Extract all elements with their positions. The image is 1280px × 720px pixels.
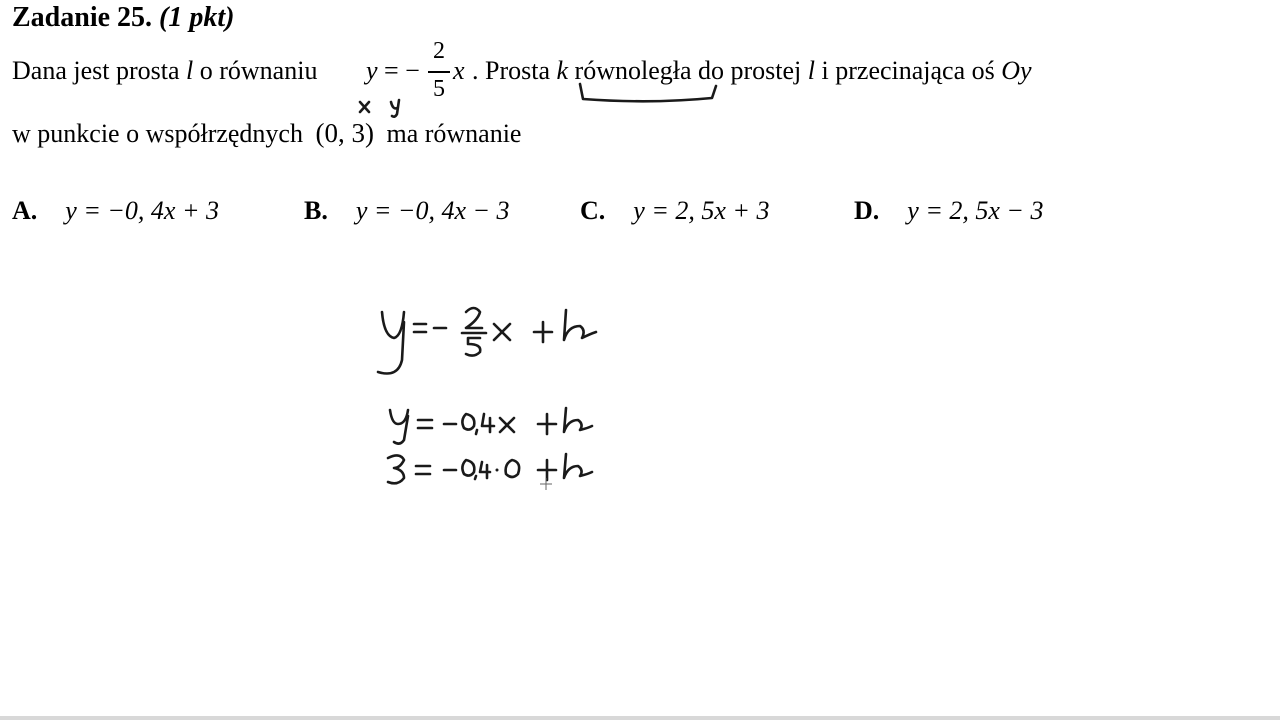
answer-equation: y = 2, 5x + 3 <box>633 196 770 225</box>
task-points: (1 pkt) <box>159 2 235 33</box>
fraction-denominator: 5 <box>433 76 445 102</box>
answer-label: A. <box>12 196 38 225</box>
statement-text: o równaniu <box>199 56 318 85</box>
annotation-y <box>391 100 399 117</box>
hand-line-1 <box>378 308 596 374</box>
fraction-numerator: 2 <box>433 38 445 64</box>
underline-bracket <box>580 84 716 101</box>
annotation-x <box>360 102 369 112</box>
statement-text: Dana jest prosta <box>12 56 180 85</box>
eq-x: x <box>453 56 465 85</box>
statement-text: i przecinająca oś <box>821 56 995 85</box>
statement-text: . Prosta <box>472 56 550 85</box>
answer-label: D. <box>854 196 880 225</box>
answer-label: C. <box>580 196 606 225</box>
answer-equation: y = −0, 4x + 3 <box>65 196 219 225</box>
hand-line-3 <box>388 454 592 483</box>
var-k: k <box>556 56 569 85</box>
eq-y: y <box>366 56 378 85</box>
answer-label: B. <box>304 196 328 225</box>
var-l: l <box>186 56 194 85</box>
point-coordinates: (0, 3) <box>315 118 374 148</box>
answer-equation: y = −0, 4x − 3 <box>355 196 510 225</box>
crosshair-cursor-icon <box>540 478 552 490</box>
statement-text: w punkcie o współrzędnych <box>12 119 303 148</box>
var-l: l <box>807 56 816 85</box>
statement-text: ma równanie <box>386 119 522 148</box>
eq-equals-minus: = − <box>384 56 420 85</box>
axis-oy: Oy <box>1001 56 1032 85</box>
statement-text: równoległa do prostej <box>574 56 802 85</box>
answer-equation: y = 2, 5x − 3 <box>907 196 1044 225</box>
hand-line-2 <box>390 408 592 444</box>
task-number: Zadanie 25. <box>12 2 153 33</box>
bottom-edge <box>0 716 1280 720</box>
